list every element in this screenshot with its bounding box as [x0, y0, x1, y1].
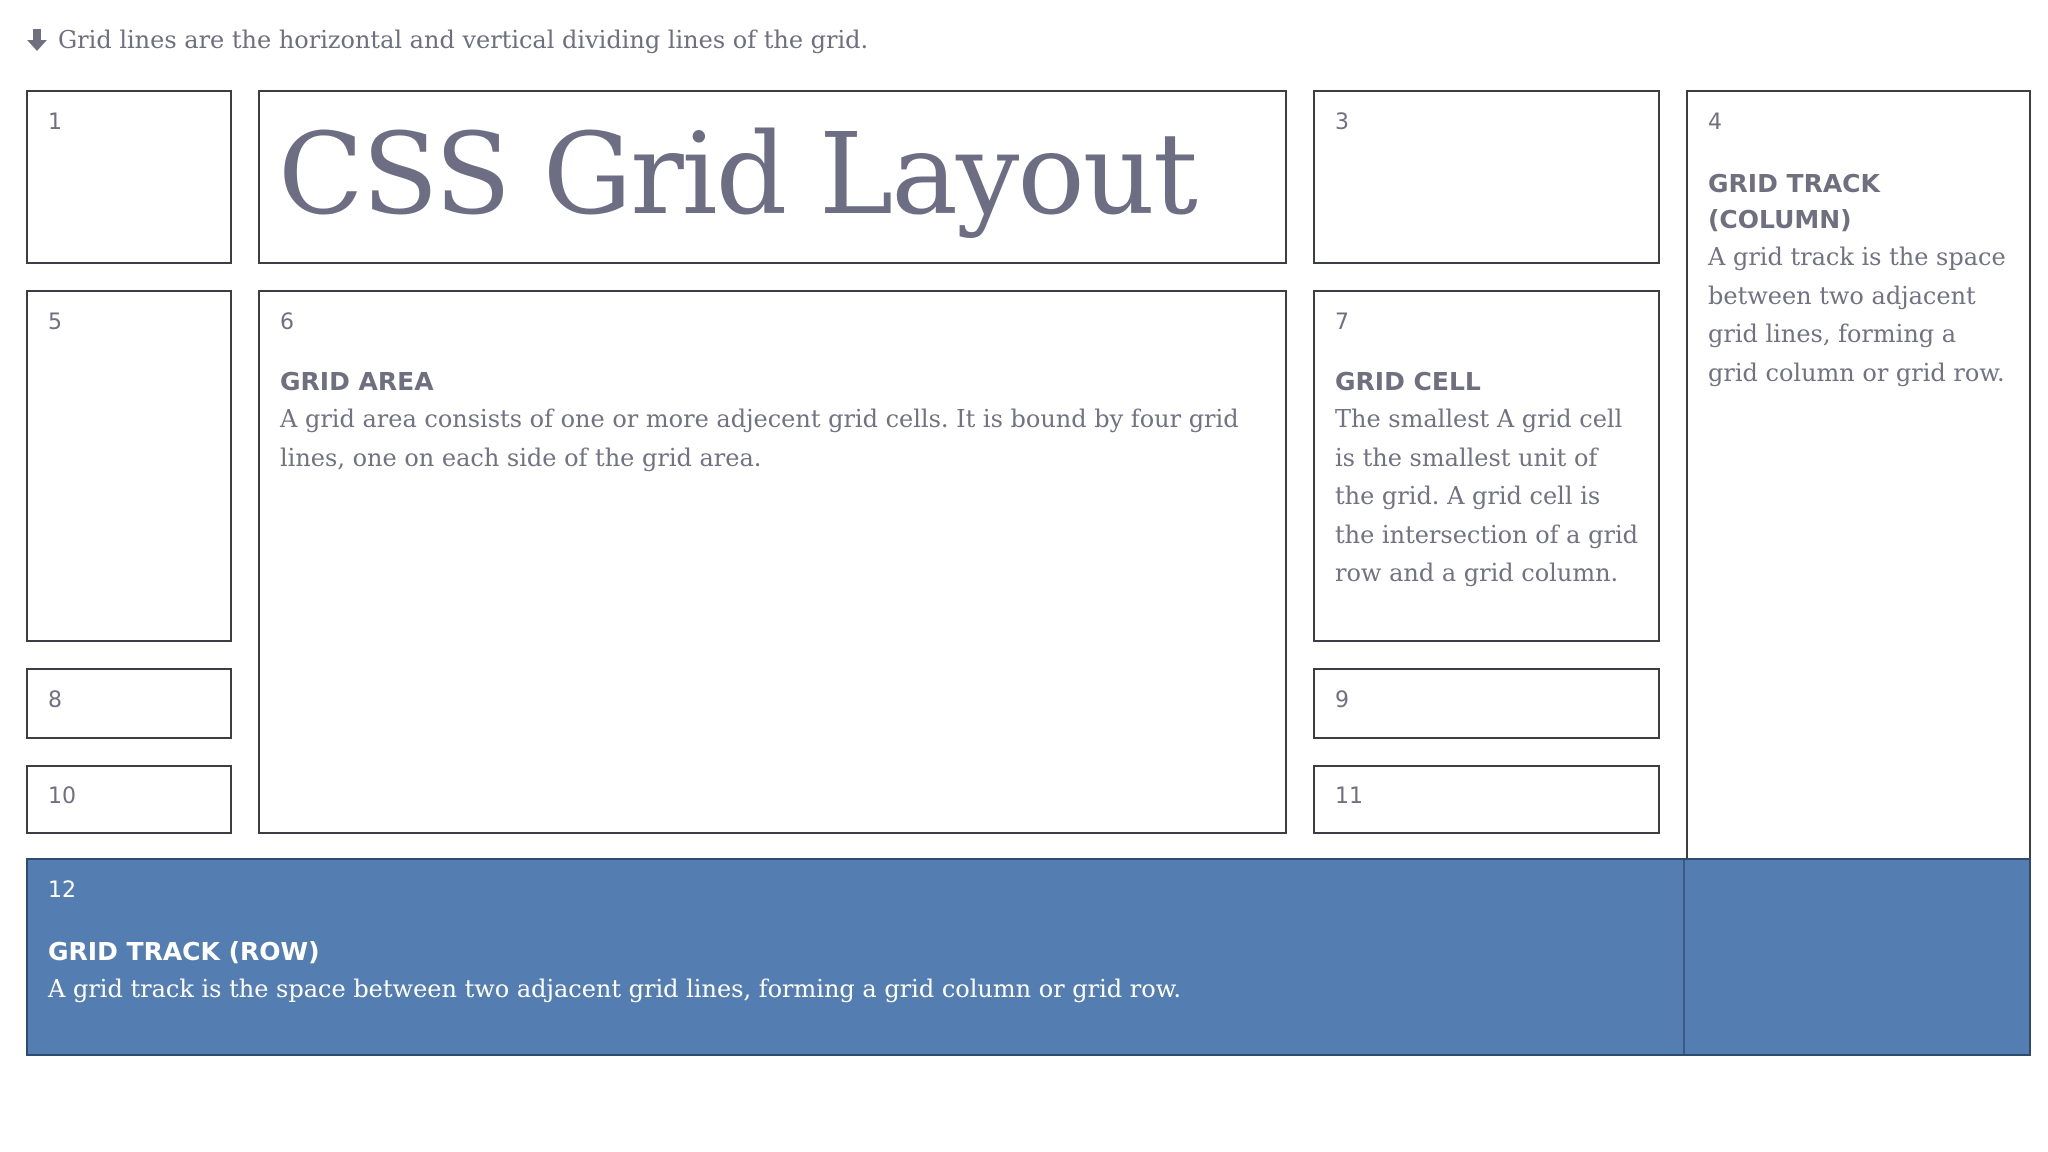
- grid-area-heading: GRID AREA: [280, 367, 434, 396]
- intro-caption: [26, 26, 868, 54]
- arrow-down-icon: [26, 28, 48, 52]
- grid-track-column-text: A grid track is the space between two adjacent grid lines, forming a grid column or grid row.: [1708, 243, 2006, 387]
- grid-track-column: [1686, 90, 2031, 860]
- intro-text: Grid lines are the horizontal and vertical dividing lines of the grid.: [58, 26, 869, 54]
- grid-cell-11: [1313, 765, 1660, 834]
- grid-area-text: A grid area consists of one or more adjecent grid cells. It is bound by four grid lines, one on each side of the grid area.: [280, 405, 1239, 472]
- grid-cell-8: [26, 668, 232, 739]
- grid-cell-heading: GRID CELL: [1335, 367, 1481, 396]
- grid-cell-5: [26, 290, 232, 642]
- cell-number: 12: [48, 878, 76, 903]
- grid-area: [258, 290, 1287, 834]
- grid-track-column-heading: GRID TRACK (COLUMN): [1708, 169, 1880, 234]
- cell-number: 11: [1335, 784, 1363, 809]
- cell-number: 9: [1335, 688, 1349, 713]
- grid-track-row: [26, 858, 2031, 1056]
- row-track-divider: [1683, 860, 1685, 1054]
- cell-number: 4: [1708, 110, 1722, 135]
- cell-number: 3: [1335, 110, 1349, 135]
- grid-track-row-text: A grid track is the space between two adjacent grid lines, forming a grid column or grid row.: [48, 975, 1182, 1003]
- grid-track-row-heading: GRID TRACK (ROW): [48, 937, 320, 966]
- cell-number: 5: [48, 310, 62, 335]
- grid-cell-9: [1313, 668, 1660, 739]
- cell-number: 8: [48, 688, 62, 713]
- grid-cell-1: [26, 90, 232, 264]
- cell-number: 1: [48, 110, 62, 135]
- grid-cell-definition: [1313, 290, 1660, 642]
- grid-cell-title: [258, 90, 1287, 264]
- cell-number: 10: [48, 784, 76, 809]
- page-title: CSS Grid Layout: [278, 110, 1196, 240]
- grid-cell-10: [26, 765, 232, 834]
- grid-cell-3: [1313, 90, 1660, 264]
- cell-number: 7: [1335, 310, 1349, 335]
- grid-cell-text: The smallest A grid cell is the smallest unit of the grid. A grid cell is the intersection of a grid row and a grid column.: [1335, 405, 1638, 587]
- cell-number: 6: [280, 310, 294, 335]
